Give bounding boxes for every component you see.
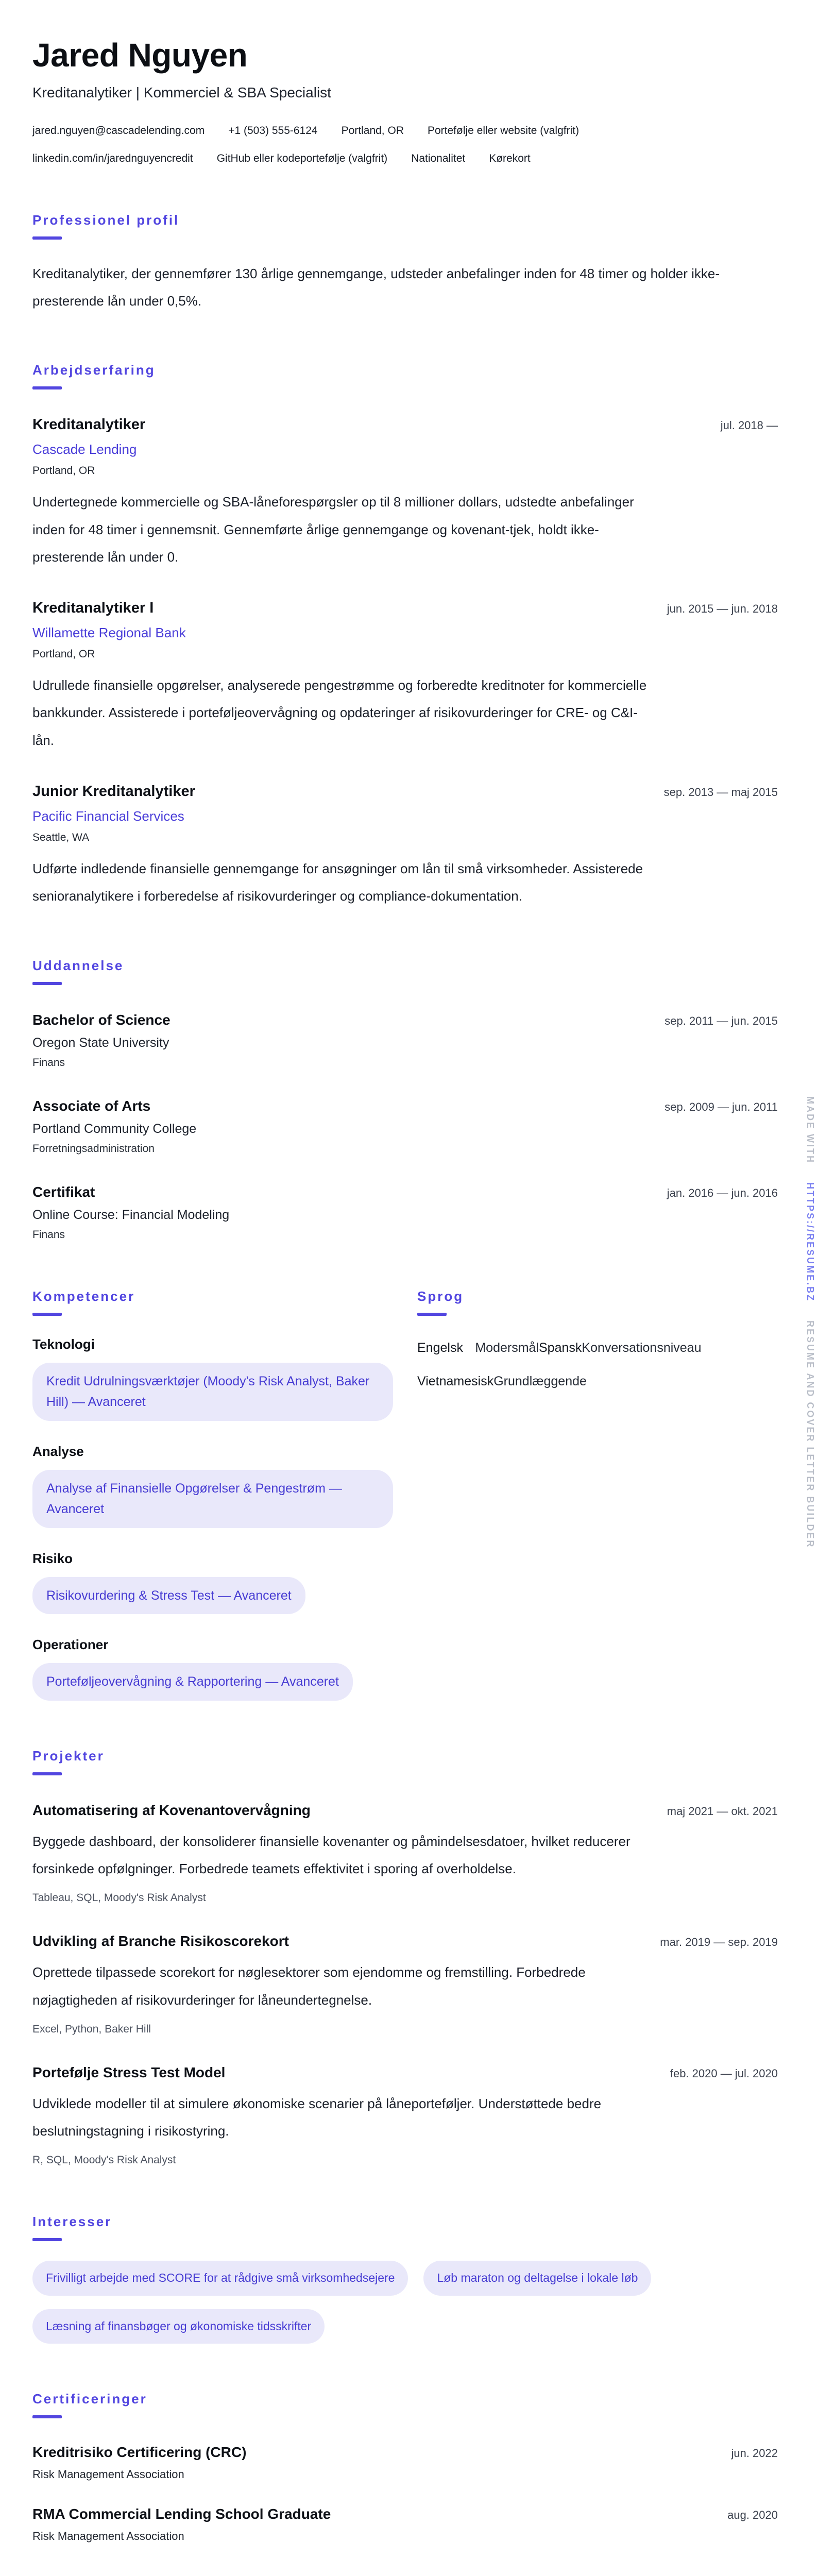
skills-heading: Kompetencer (32, 1288, 135, 1304)
heading-underline-bar (417, 1313, 447, 1316)
section-projects (32, 1748, 778, 2167)
experience-item-head (32, 416, 778, 433)
contact-location: Portland, OR (341, 124, 404, 137)
job-dates: jul. 2018 — (720, 419, 778, 432)
education-heading: Uddannelse (32, 957, 124, 973)
watermark-tagline: RESUME AND COVER LETTER BUILDER (805, 1320, 815, 1549)
project-title: Udvikling af Branche Risikoscorekort (32, 1933, 289, 1950)
contact-drivers-license-placeholder: Kørekort (489, 152, 531, 164)
project-dates: mar. 2019 — sep. 2019 (660, 1936, 778, 1949)
language-level: Modersmål (475, 1340, 539, 1355)
certification-org: Risk Management Association (32, 2529, 184, 2543)
education-item-head (32, 1012, 778, 1028)
profile-summary: Kreditanalytiker, der gennemfører 130 årlige gennemgange, udsteder anbefalinger inden for 48 timer og holder ikke-presterende lån under 0,5%. (32, 265, 720, 309)
education-dates: sep. 2009 — jun. 2011 (664, 1100, 778, 1113)
project-title: Automatisering af Kovenantovervågning (32, 1802, 311, 1818)
language-name: Vietnamesisk (417, 1374, 494, 1388)
heading-underline-bar (32, 386, 62, 389)
interest-chip: Læsning af finansbøger og økonomiske tidsskrifter (32, 2309, 325, 2344)
job-dates: jun. 2015 — jun. 2018 (667, 602, 778, 616)
experience-heading: Arbejdserfaring (32, 362, 156, 378)
certification-item (32, 2444, 778, 2481)
field-of-study: Finans (32, 1056, 65, 1069)
section-experience (32, 362, 778, 910)
heading-underline-bar (32, 2238, 62, 2241)
languages-heading: Sprog (417, 1288, 464, 1304)
job-title: Kreditanalytiker I (32, 600, 154, 617)
contact-phone[interactable]: +1 (503) 555-6124 (228, 124, 318, 137)
education-item (32, 1098, 778, 1155)
skill-category-label: Operationer (32, 1637, 109, 1653)
section-skills (32, 1289, 393, 1701)
skills-languages-columns (32, 1289, 778, 1701)
certification-item-head (32, 2444, 778, 2461)
skill-chip: Kredit Udrulningsværktøjer (Moody's Risk Analyst, Baker Hill) — Avanceret (32, 1363, 393, 1421)
interest-chips (32, 2261, 702, 2344)
education-item-head (32, 1184, 778, 1200)
project-description: Byggede dashboard, der konsoliderer finansielle kovenanter og påmindelsesdatoer, hvilket reducerer forsinkede opfølgninger. Forbedrede teamets effektivitet i sporing af overholdelse. (32, 1833, 630, 1876)
language-level: Konversationsniveau (582, 1340, 702, 1355)
watermark-url-link[interactable]: HTTPS://RESUME.BZ (805, 1182, 815, 1302)
experience-item-head (32, 600, 778, 617)
project-tools: Tableau, SQL, Moody's Risk Analyst (32, 1892, 206, 1904)
contact-website-placeholder[interactable]: Portefølje eller website (valgfrit) (427, 124, 580, 137)
company-link[interactable]: Cascade Lending (32, 442, 137, 457)
section-languages (417, 1289, 778, 1701)
section-education (32, 958, 778, 1241)
skill-category-label: Teknologi (32, 1336, 95, 1352)
project-tools: R, SQL, Moody's Risk Analyst (32, 2154, 176, 2166)
interest-chip: Løb maraton og deltagelse i lokale løb (423, 2261, 651, 2295)
language-name: Engelsk (417, 1340, 463, 1355)
skill-category-label: Analyse (32, 1443, 84, 1459)
field-of-study: Forretningsadministration (32, 1142, 155, 1155)
languages-grid (417, 1341, 778, 1389)
education-item (32, 1012, 778, 1069)
language-item (539, 1340, 702, 1355)
project-title: Portefølje Stress Test Model (32, 2064, 226, 2080)
section-interests (32, 2214, 778, 2344)
certification-item-head (32, 2506, 778, 2522)
contact-row-1 (32, 125, 778, 137)
education-item-head (32, 1098, 778, 1114)
certification-title: RMA Commercial Lending School Graduate (32, 2505, 331, 2522)
certification-org: Risk Management Association (32, 2467, 184, 2481)
resume-header (32, 37, 778, 165)
project-item-head (32, 1802, 778, 1819)
project-item (32, 1802, 778, 1905)
job-title: Junior Kreditanalytiker (32, 783, 195, 800)
contact-github-placeholder[interactable]: GitHub eller kodeportefølje (valgfrit) (216, 152, 388, 164)
resume-bz-watermark (806, 1096, 815, 1548)
experience-item-head (32, 783, 778, 800)
contact-email[interactable]: jared.nguyen@cascadelending.com (32, 124, 205, 137)
certifications-heading: Certificeringer (32, 2391, 147, 2406)
job-dates: sep. 2013 — maj 2015 (663, 786, 778, 799)
school-name: Oregon State University (32, 1035, 169, 1050)
school-name: Online Course: Financial Modeling (32, 1207, 230, 1222)
person-name: Jared Nguyen (32, 37, 248, 74)
job-location: Portland, OR (32, 465, 95, 477)
heading-underline-bar (32, 2415, 62, 2418)
contact-info (32, 125, 778, 165)
project-item-head (32, 2064, 778, 2081)
job-location: Portland, OR (32, 648, 95, 660)
contact-nationality-placeholder: Nationalitet (411, 152, 466, 164)
project-item-head (32, 1933, 778, 1950)
project-description: Oprettede tilpassede scorekort for nøglesektorer som ejendomme og fremstilling. Forbedrede nøjagtigheden af risikovurderinger for låneundertegnelse. (32, 1964, 586, 2008)
language-name: Spansk (539, 1340, 582, 1355)
interest-chip: Frivilligt arbejde med SCORE for at rådgive små virksomhedsejere (32, 2261, 408, 2295)
heading-underline-bar (32, 1772, 62, 1775)
project-item (32, 2064, 778, 2167)
field-of-study: Finans (32, 1228, 65, 1241)
project-description: Udviklede modeller til at simulere økonomiske scenarier på låneporteføljer. Understøttede bedre beslutningstagning i risikostyring. (32, 2095, 602, 2139)
degree-title: Certifikat (32, 1183, 95, 1200)
project-item (32, 1933, 778, 2036)
school-name: Portland Community College (32, 1121, 197, 1136)
certification-title: Kreditrisiko Certificering (CRC) (32, 2444, 247, 2460)
projects-heading: Projekter (32, 1748, 105, 1764)
section-certifications (32, 2391, 778, 2543)
company-link[interactable]: Pacific Financial Services (32, 808, 184, 824)
skill-category-label: Risiko (32, 1550, 73, 1566)
profile-heading: Professionel profil (32, 212, 180, 228)
language-item (417, 1374, 587, 1389)
certification-date: jun. 2022 (731, 2446, 778, 2460)
job-description: Udførte indledende finansielle gennemgange for ansøgninger om lån til små virksomheder. Assisterede senioranalytikere i forberedelse af risikovurderinger og compliance-dokumentation. (32, 861, 643, 904)
project-dates: maj 2021 — okt. 2021 (667, 1804, 778, 1818)
job-title: Kreditanalytiker (32, 416, 146, 433)
job-description: Udrullede finansielle opgørelser, analyserede pengestrømme og forberedte kreditnoter for kommercielle bankkunder. Assisterede i porteføljeovervågning og opdateringer af risikovurderinger for CRE- og C&I-lån. (32, 677, 647, 748)
experience-item (32, 783, 778, 910)
certification-item (32, 2506, 778, 2543)
degree-title: Bachelor of Science (32, 1011, 171, 1028)
certification-date: aug. 2020 (727, 2508, 778, 2521)
skill-chip: Analyse af Finansielle Opgørelser & Pengestrøm — Avanceret (32, 1470, 393, 1528)
degree-title: Associate of Arts (32, 1097, 151, 1114)
education-item (32, 1184, 778, 1241)
project-dates: feb. 2020 — jul. 2020 (670, 2066, 778, 2080)
experience-item (32, 416, 778, 571)
heading-underline-bar (32, 1313, 62, 1316)
skill-chip: Risikovurdering & Stress Test — Avanceret (32, 1577, 305, 1615)
contact-row-2 (32, 152, 778, 165)
language-level: Grundlæggende (493, 1374, 587, 1388)
heading-underline-bar (32, 982, 62, 985)
job-description: Undertegnede kommercielle og SBA-låneforespørgsler op til 8 millioner dollars, udstedte anbefalinger inden for 48 timer i gennemsnit. Gennemførte årlige gennemgange og kovenant-tjek, holdt ikke-presterende lån under 0. (32, 494, 634, 565)
skill-chip: Porteføljeovervågning & Rapportering — Avanceret (32, 1663, 353, 1701)
experience-item (32, 600, 778, 754)
interests-heading: Interesser (32, 2214, 112, 2230)
education-dates: jan. 2016 — jun. 2016 (667, 1186, 778, 1199)
section-profile (32, 212, 778, 315)
education-dates: sep. 2011 — jun. 2015 (664, 1014, 778, 1027)
language-item (417, 1341, 539, 1355)
person-headline: Kreditanalytiker | Kommerciel & SBA Specialist (32, 84, 331, 100)
heading-underline-bar (32, 236, 62, 240)
job-location: Seattle, WA (32, 832, 90, 844)
project-tools: Excel, Python, Baker Hill (32, 2023, 151, 2035)
company-link[interactable]: Willamette Regional Bank (32, 625, 186, 641)
watermark-made-with: MADE WITH (805, 1096, 815, 1164)
contact-linkedin[interactable]: linkedin.com/in/jarednguyencredit (32, 152, 193, 164)
